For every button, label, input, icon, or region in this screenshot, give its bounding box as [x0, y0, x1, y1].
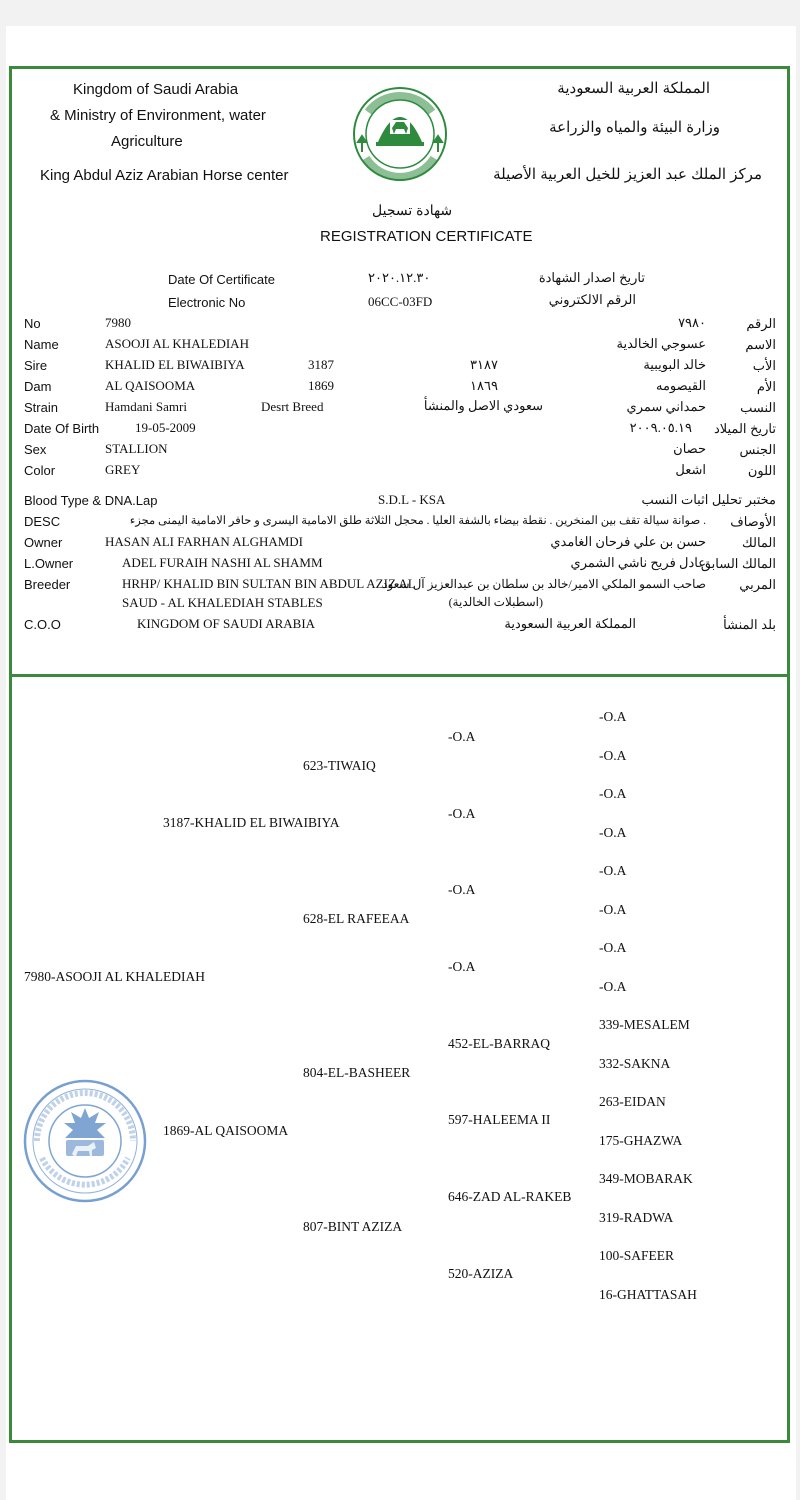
pedigree-g3: 520-AZIZA: [448, 1266, 514, 1281]
no-value-ar: ٧٩٨٠: [678, 315, 706, 330]
pedigree-g4: -O.A: [599, 979, 627, 994]
blood-value: S.D.L - KSA: [378, 492, 446, 507]
electronic-value: 06CC-03FD: [368, 294, 433, 309]
header-right-line1: المملكة العربية السعودية: [557, 80, 710, 97]
breeder-label-ar: المربي: [739, 577, 776, 592]
color-label-ar: اللون: [747, 463, 776, 478]
header-right-line2: وزارة البيئة والمياه والزراعة: [549, 119, 720, 136]
breeder-value-ar-line2: (اسطبلات الخالدية): [448, 595, 543, 609]
date-label: Date Of Certificate: [168, 272, 275, 287]
name-value-ar: عسوجي الخالدية: [616, 336, 706, 351]
strain-value: Hamdani Samri: [105, 399, 187, 414]
blood-label: Blood Type & DNA.Lap: [24, 493, 158, 508]
dam-label: Dam: [24, 379, 52, 394]
lowner-label: L.Owner: [24, 556, 74, 571]
coo-value-ar: المملكة العربية السعودية: [504, 616, 636, 631]
pedigree-g3: 597-HALEEMA II: [448, 1112, 551, 1127]
blood-label-ar: مختبر تحليل اثبات النسب: [641, 492, 776, 507]
header-left-line2: & Ministry of Environment, water: [50, 107, 266, 124]
strain-label-ar: النسب: [740, 400, 776, 415]
breed-value: Desrt Breed: [261, 399, 324, 414]
breeder-value-ar-line1: صاحب السمو الملكي الامير/خالد بن سلطان بن عبدالعزيز آل سعود: [382, 577, 706, 591]
sire-label-ar: الأب: [752, 358, 776, 373]
dam-value: AL QAISOOMA: [105, 378, 196, 393]
pedigree-g4: 100-SAFEER: [599, 1248, 675, 1263]
no-value: 7980: [105, 315, 131, 330]
coo-label-ar: بلد المنشأ: [723, 617, 776, 632]
date-label-ar: تاريخ اصدار الشهادة: [538, 270, 645, 285]
color-label: Color: [24, 463, 56, 478]
pedigree-g3: -O.A: [448, 882, 476, 897]
breed-value-ar: سعودي الاصل والمنشأ: [423, 398, 543, 413]
no-label-ar: الرقم: [746, 316, 776, 331]
sire-number: 3187: [308, 357, 334, 372]
desc-label-ar: الأوصاف: [730, 514, 776, 529]
lowner-label-ar: المالك السابق: [700, 556, 776, 571]
pedigree-g4: -O.A: [599, 940, 627, 955]
header-right-line3: مركز الملك عبد العزيز للخيل العربية الأصيلة: [493, 166, 762, 183]
dam-label-ar: الأم: [756, 379, 776, 394]
strain-value-ar: حمداني سمري: [626, 399, 706, 414]
pedigree-g4: -O.A: [599, 902, 627, 917]
pedigree-g4: 16-GHATTASAH: [599, 1287, 697, 1302]
color-value-ar: اشعل: [675, 462, 706, 477]
dam-value-ar: القيصومه: [656, 378, 706, 393]
name-label-ar: الاسم: [745, 337, 776, 352]
header-left-line4: King Abdul Aziz Arabian Horse center: [40, 167, 289, 184]
lowner-value-ar: عادل فريح ناشي الشمري: [570, 555, 706, 570]
section-divider: [9, 674, 790, 677]
pedigree-g2: 804-EL-BASHEER: [303, 1065, 411, 1080]
desc-label: DESC: [24, 514, 61, 529]
desc-value-ar: . صوانة سيالة تقف بين المنخرين . نقطة بيضاء بالشفة العليا . محجل الثلاثة طلق الامامية اليسرى و حافر الامامية اليمنى مجزء: [129, 515, 706, 527]
electronic-label: Electronic No: [168, 295, 246, 310]
electronic-label-ar: الرقم الالكتروني: [548, 292, 636, 307]
no-label: No: [24, 316, 41, 331]
owner-value-ar: حسن بن علي فرحان الغامدي: [550, 534, 706, 549]
lowner-value: ADEL FURAIH NASHI AL SHAMM: [122, 555, 323, 570]
pedigree-g2: 623-TIWAIQ: [303, 758, 376, 773]
pedigree-g4: -O.A: [599, 709, 627, 724]
dob-label-ar: تاريخ الميلاد: [713, 421, 776, 436]
dob-value-ar: ٢٠٠٩.٠٥.١٩: [629, 420, 692, 435]
pedigree-g4: 339-MESALEM: [599, 1017, 690, 1032]
owner-value: HASAN ALI FARHAN ALGHAMDI: [105, 534, 304, 549]
coo-label: C.O.O: [24, 617, 61, 632]
pedigree-sire: 3187-KHALID EL BIWAIBIYA: [163, 815, 340, 830]
pedigree-g2: 628-EL RAFEEAA: [303, 911, 410, 926]
pedigree-g4: -O.A: [599, 748, 627, 763]
pedigree-root: 7980-ASOOJI AL KHALEDIAH: [24, 969, 205, 984]
strain-label: Strain: [24, 400, 58, 415]
owner-label-ar: المالك: [742, 535, 776, 550]
title-english: REGISTRATION CERTIFICATE: [320, 228, 533, 245]
pedigree-g3: 452-EL-BARRAQ: [448, 1036, 550, 1051]
header-left-line1: Kingdom of Saudi Arabia: [73, 81, 239, 98]
pedigree-g4: -O.A: [599, 863, 627, 878]
pedigree-g4: 332-SAKNA: [599, 1056, 671, 1071]
pedigree-g4: 175-GHAZWA: [599, 1133, 683, 1148]
color-value: GREY: [105, 462, 141, 477]
sire-number-ar: ٣١٨٧: [470, 357, 498, 372]
sex-value-ar: حصان: [673, 441, 706, 456]
pedigree-g3: 646-ZAD AL-RAKEB: [448, 1189, 572, 1204]
pedigree-g3: -O.A: [448, 729, 476, 744]
name-value: ASOOJI AL KHALEDIAH: [105, 336, 249, 351]
breeder-value-line2: SAUD - AL KHALEDIAH STABLES: [122, 595, 323, 610]
name-label: Name: [24, 337, 59, 352]
pedigree-g4: -O.A: [599, 786, 627, 801]
sex-label-ar: الجنس: [739, 442, 776, 457]
pedigree-g3: -O.A: [448, 959, 476, 974]
pedigree-g4: -O.A: [599, 825, 627, 840]
dam-number-ar: ١٨٦٩: [470, 378, 498, 393]
dob-label: Date Of Birth: [24, 421, 100, 436]
sire-value-ar: خالد البويبية: [643, 357, 706, 372]
date-value: ٢٠٢٠.١٢.٣٠: [368, 270, 431, 285]
title-arabic: شهادة تسجيل: [372, 202, 453, 218]
sire-value: KHALID EL BIWAIBIYA: [105, 357, 245, 372]
pedigree-g4: 263-EIDAN: [599, 1094, 666, 1109]
header-left-line3: Agriculture: [111, 133, 183, 150]
coo-value: KINGDOM OF SAUDI ARABIA: [137, 616, 316, 631]
sire-label: Sire: [24, 358, 48, 373]
breeder-label: Breeder: [24, 577, 71, 592]
sex-value: STALLION: [105, 441, 168, 456]
owner-label: Owner: [24, 535, 63, 550]
sex-label: Sex: [24, 442, 47, 457]
pedigree-g4: 319-RADWA: [599, 1210, 674, 1225]
official-stamp-icon: [22, 1078, 148, 1204]
ministry-emblem-icon: [348, 72, 452, 196]
breeder-value-line1: HRHP/ KHALID BIN SULTAN BIN ABDUL AZIZ AL: [122, 576, 416, 591]
pedigree-g4: 349-MOBARAK: [599, 1171, 693, 1186]
pedigree-g3: -O.A: [448, 806, 476, 821]
dob-value: 19-05-2009: [135, 420, 196, 435]
dam-number: 1869: [308, 378, 334, 393]
pedigree-g2: 807-BINT AZIZA: [303, 1219, 403, 1234]
pedigree-dam: 1869-AL QAISOOMA: [163, 1123, 289, 1138]
